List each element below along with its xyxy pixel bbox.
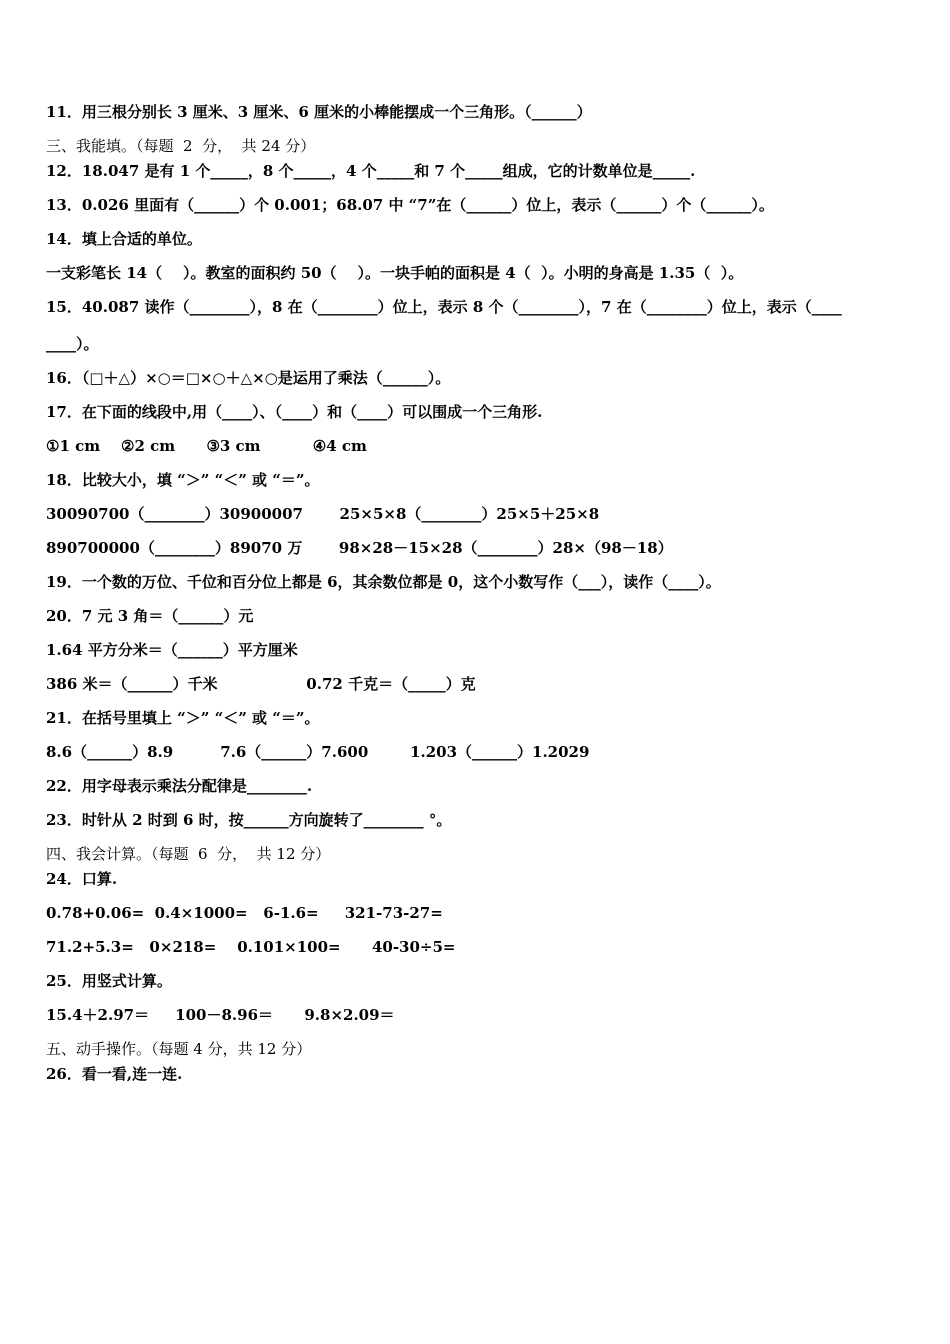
- question-15: 15．40.087 读作（________），8 在（________）位上，表示 8 个（________），7 在（________）位上，表示（____: [46, 298, 842, 316]
- question-16: 16．（□＋△）×○＝□×○＋△×○是运用了乘法（______）。: [46, 369, 451, 387]
- question-19: 19．一个数的万位、千位和百分位上都是 6，其余数位都是 0，这个小数写作（___），读作（____）。: [46, 573, 721, 591]
- section-5-heading: 五、动手操作。（每题 4 分，共 12 分）: [46, 1040, 312, 1058]
- section-3-heading: 三、我能填。（每题 2 分， 共 24 分）: [46, 137, 316, 155]
- question-11: 11．用三根分别长 3 厘米、3 厘米、6 厘米的小棒能摆成一个三角形。（______）: [46, 103, 592, 121]
- question-24-row-1: 0.78+0.06= 0.4×1000= 6-1.6= 321-73-27=: [46, 904, 443, 922]
- question-18: 18．比较大小，填 “＞” “＜” 或 “＝”。: [46, 471, 320, 489]
- question-14: 14．填上合适的单位。: [46, 230, 202, 248]
- question-25: 25．用竖式计算。: [46, 972, 172, 990]
- question-17: 17．在下面的线段中,用（____）、（____）和（____）可以围成一个三角形.: [46, 403, 543, 421]
- question-24-row-2: 71.2+5.3= 0×218= 0.101×100= 40-30÷5=: [46, 938, 456, 956]
- question-17-options: ①1 cm ②2 cm ③3 cm ④4 cm: [46, 437, 367, 455]
- question-25-row: 15.4＋2.97＝ 100－8.96＝ 9.8×2.09＝: [46, 1006, 395, 1024]
- section-4-heading: 四、我会计算。（每题 6 分， 共 12 分）: [46, 845, 331, 863]
- question-23: 23．时针从 2 时到 6 时，按______方向旋转了________ °。: [46, 811, 452, 829]
- question-22: 22．用字母表示乘法分配律是________.: [46, 777, 313, 795]
- question-20: 20．7 元 3 角＝（______）元: [46, 607, 254, 625]
- question-13: 13．0.026 里面有（______）个 0.001；68.07 中 “7”在（______）位上，表示（______）个（______）。: [46, 196, 774, 214]
- question-20-row-3: 386 米＝（______）千米 0.72 千克＝（_____）克: [46, 675, 476, 693]
- question-18-row-1: 30090700（________）30900007 25×5×8（________）25×5＋25×8: [46, 505, 600, 523]
- question-21: 21．在括号里填上 “＞” “＜” 或 “＝”。: [46, 709, 320, 727]
- question-26: 26．看一看,连一连.: [46, 1065, 183, 1083]
- question-24: 24．口算.: [46, 870, 118, 888]
- question-20-row-2: 1.64 平方分米＝（______）平方厘米: [46, 641, 298, 659]
- question-21-row: 8.6（______）8.9 7.6（______）7.600 1.203（______）1.2029: [46, 743, 590, 761]
- question-15-continued: ____）。: [46, 335, 99, 353]
- question-18-row-2: 890700000（________）89070 万 98×28－15×28（________）28×（98－18）: [46, 539, 673, 557]
- question-12: 12．18.047 是有 1 个_____，8 个_____，4 个_____和 7 个_____组成，它的计数单位是_____.: [46, 162, 696, 180]
- question-14-body: 一支彩笔长 14（ ）。教室的面积约 50（ ）。一块手帕的面积是 4（ ）。小明的身高是 1.35（ ）。: [46, 264, 744, 282]
